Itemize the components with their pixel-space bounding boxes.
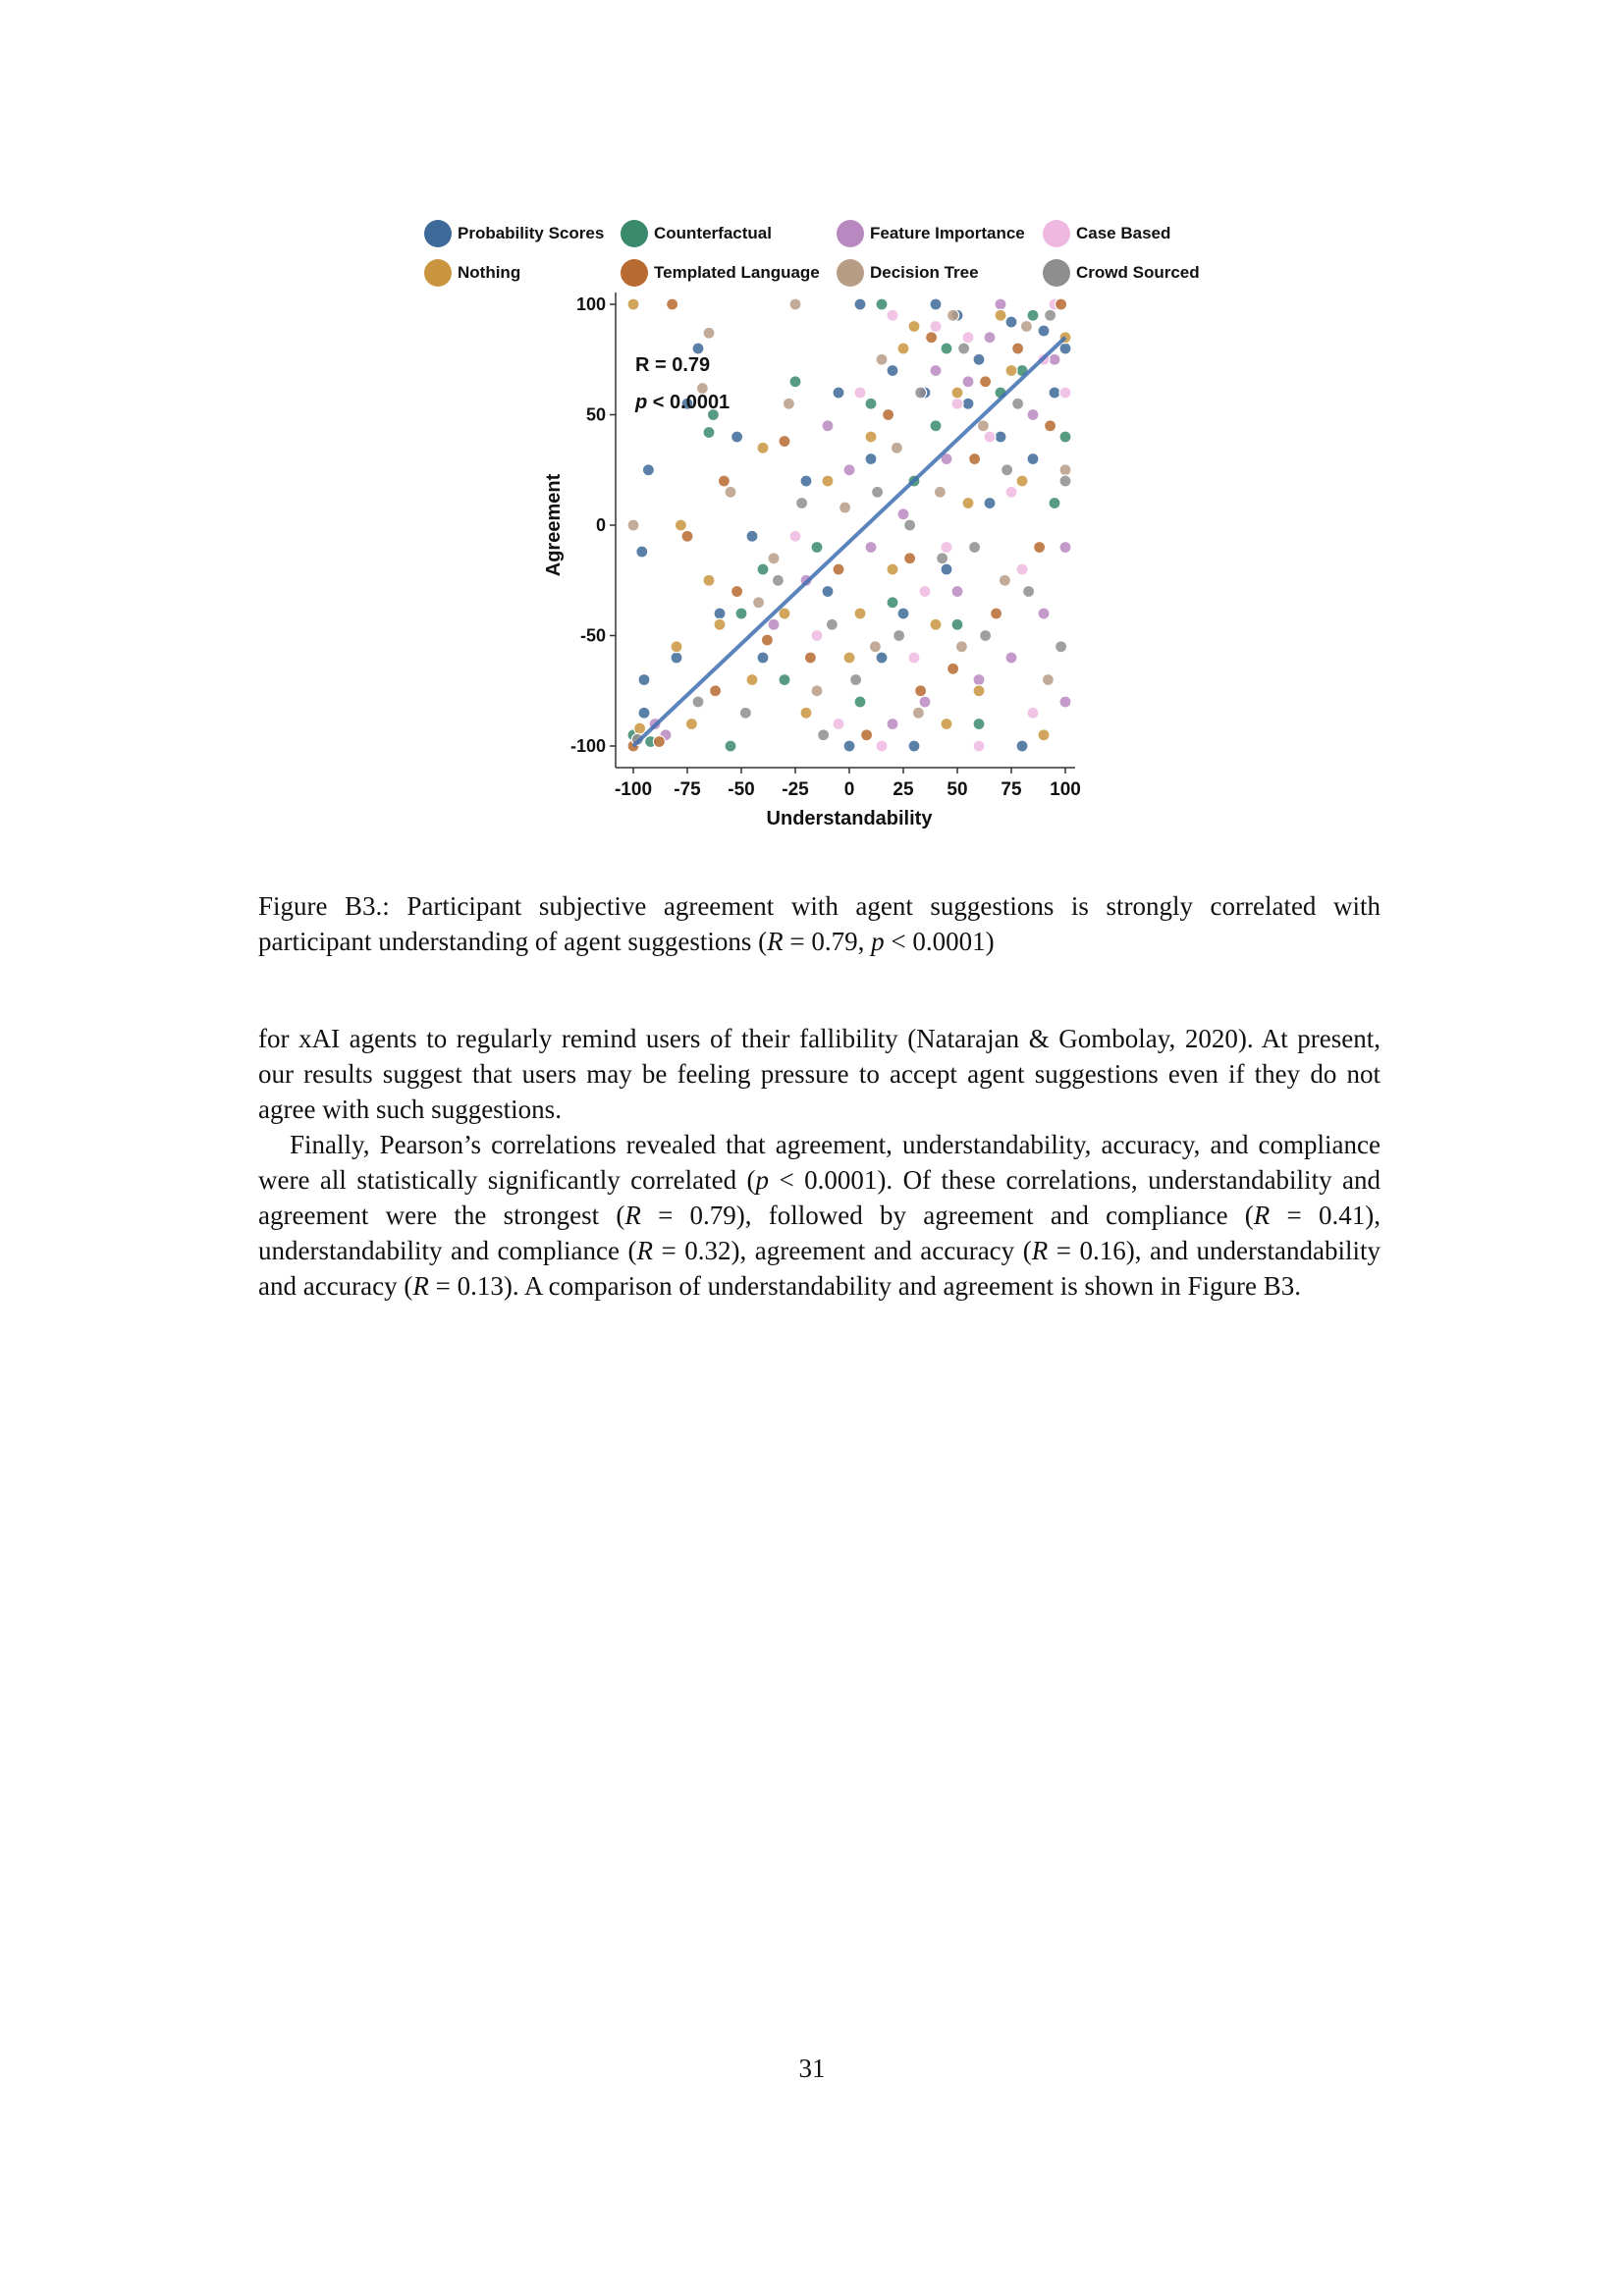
scatter-point: [627, 298, 639, 310]
scatter-point: [919, 696, 931, 708]
scatter-point: [887, 597, 898, 609]
scatter-point: [1059, 387, 1071, 399]
scatter-point: [1059, 542, 1071, 554]
scatter-point: [671, 641, 682, 653]
legend-label: Counterfactual: [654, 224, 772, 242]
scatter-point: [962, 398, 974, 409]
legend-item: [621, 218, 772, 249]
scatter-point: [912, 707, 924, 719]
scatter-point: [941, 563, 952, 575]
scatter-point: [1045, 420, 1056, 432]
scatter-point: [854, 608, 866, 619]
x-tick-label: -75: [674, 779, 701, 800]
legend-swatch: [621, 220, 648, 247]
scatter-point: [1027, 707, 1039, 719]
scatter-point: [973, 685, 985, 697]
p2-r-var-1: R: [624, 1201, 641, 1230]
scatter-point: [653, 736, 665, 748]
scatter-point: [731, 586, 743, 598]
caption-p-var: p: [871, 927, 885, 956]
scatter-point: [897, 343, 909, 354]
scatter-point: [800, 475, 812, 487]
scatter-point: [746, 674, 758, 686]
legend-label: Feature Importance: [870, 224, 1025, 242]
legend-swatch: [424, 259, 452, 287]
legend-label: Crowd Sourced: [1076, 263, 1200, 282]
scatter-point: [627, 519, 639, 531]
annotation-r: R = 0.79: [635, 354, 711, 376]
scatter-point: [675, 519, 686, 531]
scatter-point: [811, 630, 823, 642]
scatter-point: [930, 365, 942, 377]
scatter-point: [833, 563, 844, 575]
p2-p-var: p: [755, 1165, 770, 1195]
scatter-point: [692, 696, 704, 708]
figure-b3: [412, 206, 1218, 874]
scatter-point: [876, 740, 888, 752]
scatter-point: [904, 553, 916, 564]
legend-item: [424, 218, 604, 249]
scatter-point: [980, 376, 992, 388]
scatter-point: [947, 309, 959, 321]
p2-r-var-2: R: [1253, 1201, 1271, 1230]
p2-text-b: < 0.0001). Of these correlations, understandability and agreement were the strongest (: [258, 1165, 1380, 1230]
scatter-point: [779, 674, 790, 686]
scatter-point: [1027, 454, 1039, 465]
scatter-point: [667, 298, 678, 310]
scatter-chart: [412, 290, 1218, 869]
x-axis-label: Understandability: [766, 808, 933, 829]
scatter-point: [1034, 542, 1046, 554]
scatter-point: [703, 574, 715, 586]
scatter-point: [947, 663, 959, 674]
scatter-point: [962, 498, 974, 509]
scatter-point: [768, 553, 780, 564]
scatter-point: [941, 542, 952, 554]
scatter-point: [904, 519, 916, 531]
scatter-point: [710, 685, 722, 697]
scatter-point: [1020, 321, 1032, 333]
annotation-p: [634, 392, 730, 413]
x-tick-label: 75: [1001, 779, 1022, 800]
scatter-point: [1038, 325, 1050, 337]
legend-swatch: [621, 259, 648, 287]
scatter-point: [822, 475, 834, 487]
scatter-point: [883, 409, 894, 421]
legend-label: Nothing: [458, 263, 521, 282]
scatter-point: [887, 365, 898, 377]
scatter-point: [1001, 464, 1013, 476]
scatter-point: [811, 542, 823, 554]
scatter-point: [843, 464, 855, 476]
scatter-point: [1005, 486, 1017, 498]
scatter-point: [887, 719, 898, 730]
scatter-point: [991, 608, 1002, 619]
p2-text-f: = 0.16), and understandability and accuracy (: [258, 1236, 1380, 1301]
scatter-point: [833, 387, 844, 399]
scatter-point: [1056, 641, 1067, 653]
scatter-point: [984, 332, 996, 344]
scatter-point: [876, 652, 888, 664]
caption-r-value: = 0.79,: [783, 927, 872, 956]
scatter-point: [772, 574, 784, 586]
scatter-point: [887, 309, 898, 321]
p2-r-var-5: R: [412, 1271, 429, 1301]
scatter-point: [800, 707, 812, 719]
scatter-point: [865, 542, 877, 554]
scatter-point: [1005, 365, 1017, 377]
scatter-point: [822, 420, 834, 432]
legend-label: Decision Tree: [870, 263, 979, 282]
scatter-point: [796, 498, 808, 509]
legend-swatch: [837, 220, 864, 247]
scatter-point: [962, 332, 974, 344]
scatter-point: [1059, 431, 1071, 443]
figure-caption: [258, 888, 1380, 959]
scatter-point: [999, 574, 1010, 586]
scatter-point: [692, 343, 704, 354]
scatter-point: [818, 729, 830, 741]
paragraph-1: for xAI agents to regularly remind users of their fallibility (Natarajan & Gombolay, 2020). At present, our results suggest that users may be feeling pressure to accept agent suggestions even if they do not agree with such suggestions.: [258, 1024, 1380, 1124]
scatter-point: [919, 586, 931, 598]
scatter-point: [937, 553, 948, 564]
scatter-point: [739, 707, 751, 719]
x-tick-label: -50: [728, 779, 755, 800]
scatter-point: [897, 508, 909, 520]
scatter-point: [908, 740, 920, 752]
scatter-point: [703, 427, 715, 439]
scatter-point: [685, 719, 697, 730]
scatter-point: [789, 530, 801, 542]
scatter-point: [926, 332, 938, 344]
scatter-point: [811, 685, 823, 697]
y-tick-label: 100: [575, 294, 606, 314]
scatter-point: [854, 298, 866, 310]
caption-r-var: R: [767, 927, 784, 956]
scatter-point: [876, 298, 888, 310]
legend-item: [424, 257, 520, 289]
p2-text-a: Finally, Pearson’s correlations revealed that agreement, understandability, accuracy, and compliance were all statistically significantly correlated (: [258, 1130, 1380, 1195]
scatter-point: [854, 387, 866, 399]
scatter-point: [783, 398, 794, 409]
scatter-point: [1059, 696, 1071, 708]
scatter-point: [1059, 475, 1071, 487]
annotation-p-value: < 0.0001: [647, 392, 731, 413]
scatter-point: [941, 719, 952, 730]
legend-item: [837, 257, 979, 289]
scatter-point: [872, 486, 884, 498]
scatter-point: [839, 502, 851, 513]
scatter-point: [1042, 674, 1054, 686]
scatter-point: [995, 431, 1006, 443]
y-tick-label: 50: [585, 404, 606, 425]
scatter-point: [731, 431, 743, 443]
page-number: 31: [798, 2054, 826, 2083]
scatter-point: [984, 431, 996, 443]
x-tick-label: 100: [1050, 779, 1081, 800]
scatter-point: [804, 652, 816, 664]
scatter-point: [951, 398, 963, 409]
scatter-point: [962, 376, 974, 388]
legend-label: Templated Language: [654, 263, 820, 282]
scatter-point: [984, 498, 996, 509]
scatter-point: [934, 486, 946, 498]
scatter-point: [826, 618, 838, 630]
y-axis-label: Agreement: [543, 473, 565, 577]
scatter-point: [638, 707, 650, 719]
p2-r-var-3: R: [636, 1236, 653, 1265]
scatter-point: [973, 353, 985, 365]
scatter-point: [714, 608, 726, 619]
scatter-point: [642, 464, 654, 476]
scatter-point: [850, 674, 862, 686]
scatter-point: [930, 298, 942, 310]
p2-text-d: = 0.41), understandability and compliance (: [258, 1201, 1380, 1265]
scatter-point: [1016, 563, 1028, 575]
scatter-point: [887, 563, 898, 575]
scatter-point: [1056, 298, 1067, 310]
scatter-point: [768, 618, 780, 630]
scatter-point: [725, 486, 736, 498]
scatter-point: [1038, 729, 1050, 741]
scatter-point: [951, 586, 963, 598]
scatter-point: [1005, 316, 1017, 328]
scatter-point: [757, 563, 769, 575]
scatter-point: [671, 652, 682, 664]
scatter-point: [908, 652, 920, 664]
scatter-point: [735, 608, 747, 619]
body-text: [258, 1021, 1380, 1304]
scatter-point: [725, 740, 736, 752]
caption-p-value: < 0.0001): [884, 927, 995, 956]
legend-swatch: [424, 220, 452, 247]
scatter-point: [995, 309, 1006, 321]
legend-swatch: [1043, 220, 1070, 247]
scatter-point: [757, 442, 769, 454]
scatter-point: [1023, 586, 1035, 598]
scatter-point: [930, 321, 942, 333]
scatter-point: [746, 530, 758, 542]
legend-item: [1043, 257, 1200, 289]
legend-label: Case Based: [1076, 224, 1171, 242]
scatter-point: [915, 685, 927, 697]
scatter-point: [969, 454, 981, 465]
scatter-point: [951, 618, 963, 630]
x-tick-label: -100: [614, 779, 653, 800]
scatter-point: [854, 696, 866, 708]
scatter-point: [779, 436, 790, 448]
scatter-point: [753, 597, 765, 609]
legend-item: [1043, 218, 1170, 249]
scatter-point: [703, 327, 715, 339]
scatter-point: [915, 387, 927, 399]
scatter-point: [891, 442, 902, 454]
scatter-point: [1059, 464, 1071, 476]
scatter-point: [1012, 343, 1024, 354]
scatter-point: [941, 343, 952, 354]
scatter-point: [951, 387, 963, 399]
scatter-point: [897, 608, 909, 619]
scatter-point: [1016, 740, 1028, 752]
scatter-point: [1049, 498, 1060, 509]
annotation-p-var: p: [635, 392, 648, 413]
scatter-point: [980, 630, 992, 642]
legend-label: Probability Scores: [458, 224, 605, 242]
y-tick-label: 0: [595, 515, 606, 535]
scatter-point: [638, 674, 650, 686]
scatter-point: [893, 630, 905, 642]
scatter-point: [973, 740, 985, 752]
scatter-point: [955, 641, 967, 653]
scatter-point: [1027, 409, 1039, 421]
legend-item: [621, 257, 820, 289]
paragraph-2: [258, 1127, 1380, 1304]
scatter-point: [1012, 398, 1024, 409]
scatter-point: [865, 398, 877, 409]
scatter-point: [822, 586, 834, 598]
p2-r-var-4: R: [1031, 1236, 1049, 1265]
scatter-point: [973, 719, 985, 730]
scatter-point: [1045, 309, 1056, 321]
scatter-point: [843, 652, 855, 664]
p2-text-c: = 0.79), followed by agreement and compliance (: [640, 1201, 1254, 1230]
scatter-point: [973, 674, 985, 686]
scatter-point: [843, 740, 855, 752]
x-tick-label: 50: [947, 779, 968, 800]
scatter-point: [865, 431, 877, 443]
scatter-point: [1059, 343, 1071, 354]
legend-swatch: [837, 259, 864, 287]
scatter-point: [757, 652, 769, 664]
scatter-point: [1038, 608, 1050, 619]
scatter-point: [1027, 309, 1039, 321]
scatter-point: [861, 729, 873, 741]
legend-item: [837, 218, 1025, 249]
x-tick-label: 25: [893, 779, 914, 800]
scatter-point: [681, 530, 693, 542]
scatter-point: [1005, 652, 1017, 664]
legend-swatch: [1043, 259, 1070, 287]
scatter-point: [930, 618, 942, 630]
x-tick-label: -25: [782, 779, 809, 800]
caption-text: Participant subjective agreement with agent suggestions is strongly correlated with participant understanding of agent suggestions (: [258, 891, 1380, 956]
chart-legend: [424, 214, 1210, 293]
scatter-point: [833, 719, 844, 730]
p2-text-g: = 0.13). A comparison of understandability and agreement is shown in Figure B3.: [428, 1271, 1301, 1301]
scatter-point: [634, 722, 646, 734]
p2-text-e: = 0.32), agreement and accuracy (: [652, 1236, 1032, 1265]
scatter-point: [958, 343, 970, 354]
y-tick-label: -50: [579, 625, 606, 646]
scatter-point: [1049, 353, 1060, 365]
scatter-point: [714, 618, 726, 630]
scatter-point: [1049, 387, 1060, 399]
scatter-point: [908, 321, 920, 333]
scatter-point: [995, 298, 1006, 310]
scatter-point: [876, 353, 888, 365]
caption-label: Figure B3.:: [258, 891, 390, 921]
scatter-point: [969, 542, 981, 554]
scatter-point: [636, 546, 648, 558]
scatter-point: [1016, 475, 1028, 487]
scatter-point: [789, 298, 801, 310]
scatter-point: [930, 420, 942, 432]
scatter-point: [869, 641, 881, 653]
scatter-point: [718, 475, 730, 487]
y-tick-label: -100: [569, 736, 606, 756]
scatter-point: [865, 454, 877, 465]
scatter-point: [761, 634, 773, 646]
scatter-point: [789, 376, 801, 388]
x-tick-label: 0: [843, 779, 855, 800]
